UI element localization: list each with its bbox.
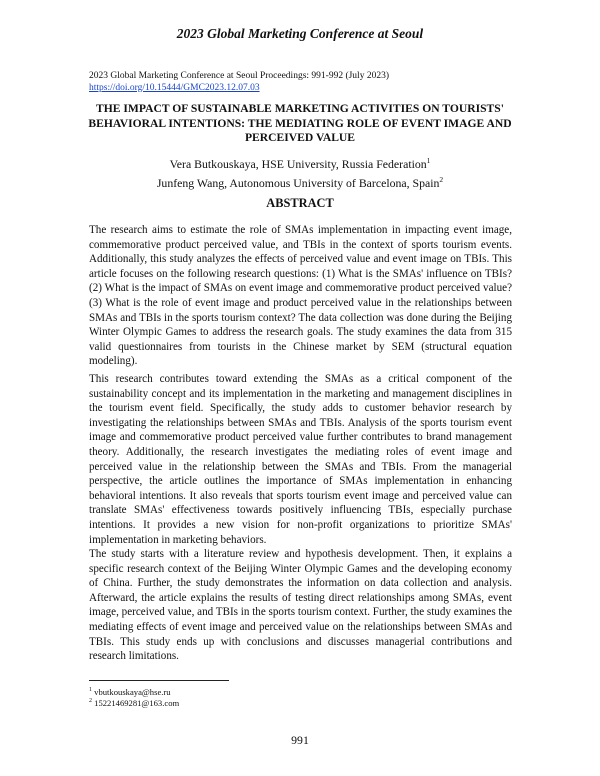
author-line bbox=[80, 153, 520, 172]
author-affiliation: Vera Butkouskaya, HSE University, Russia Federation bbox=[169, 156, 427, 171]
proceedings-citation: 2023 Global Marketing Conference at Seoul Proceedings: 991-992 (July 2023) bbox=[89, 71, 389, 81]
footnote-marker: 1 bbox=[89, 687, 92, 693]
footnote-email: vbutkouskaya@hse.ru bbox=[94, 686, 171, 697]
footnote-divider bbox=[89, 680, 229, 681]
abstract-heading: ABSTRACT bbox=[266, 196, 334, 210]
footnote-marker: 1 bbox=[426, 156, 431, 165]
abstract-paragraph: This research contributes toward extending the SMAs as a critical component of the sustainability concept and its implementation in the marketing and management disciplines in the tourism event field. Specifically, the study adds to customer behavior research by investigating the relationships between SMAs and TBIs. Analysis of the sports tourism event image and commemorative product perceived value further contributes to brand management theory. Additionally, the research investigates the mediating roles of event image and perceived value in the relationship between the SMAs and TBIs. From the managerial perspective, the article outlines the importance of SMAs implementation in enhancing behavioral intentions. It also reveals that sports tourism event image and perceived value can translate SMAs' effectiveness towards positively influencing TBIs, especially purchase intentions. It provides a new vision for non-profit organizations to prioritize SMAs' implementation in marketing behaviors. bbox=[89, 373, 512, 546]
author-line bbox=[80, 172, 520, 191]
abstract-paragraph: The research aims to estimate the role of SMAs implementation in impacting event image, commemorative product perceived value, and TBIs in the context of sports tourism events. Additionally, this study analyzes the effects of perceived value and event image on TBIs. This article focuses on the following research questions: (1) What is the SMAs' influence on TBIs? (2) What is the impact of SMAs on event image and commemorative product perceived value? (3) What is the role of event image and product perceived value in the relationships between SMAs and TBIs in the sports tourism context? The data collection was done during the Beijing Winter Olympic Games to address the research goals. The study examines the data from 315 valid questionnaires from tourists in the Chinese market by SEM (structural equation modeling). bbox=[89, 224, 512, 368]
page-number: 991 bbox=[291, 733, 309, 747]
author-list bbox=[80, 153, 520, 191]
footnote-marker: 2 bbox=[439, 174, 444, 184]
author-affiliation: Junfeng Wang, Autonomous University of Barcelona, Spain bbox=[156, 175, 440, 190]
doi-link[interactable]: https://doi.org/10.15444/GMC2023.12.07.03 bbox=[89, 83, 260, 93]
paper-title: THE IMPACT OF SUSTAINABLE MARKETING ACTIVITIES ON TOURISTS' BEHAVIORAL INTENTIONS: THE MEDIATING ROLE OF EVENT IMAGE AND PERCEIVED VALUE bbox=[88, 102, 512, 144]
footnote-marker: 2 bbox=[89, 698, 92, 704]
footnote-email: 15221469281@163.com bbox=[94, 697, 180, 708]
running-header: 2023 Global Marketing Conference at Seoul bbox=[176, 26, 424, 41]
abstract-paragraph: The study starts with a literature review and hypothesis development. Then, it explains a specific research context of the Beijing Winter Olympic Games and the developing economy of China. Further, the study demonstrates the information on data collection and analysis. Afterward, the article explains the results of testing direct relationships among SMAs, event image, perceived value, and TBIs in the sports tourism context. Further, the study examines the mediating effects of event image and perceived value on the relationships between SMAs and TBIs. This study ends up with conclusions and discusses managerial contributions and research limitations. bbox=[89, 548, 512, 663]
footnote bbox=[89, 696, 179, 709]
